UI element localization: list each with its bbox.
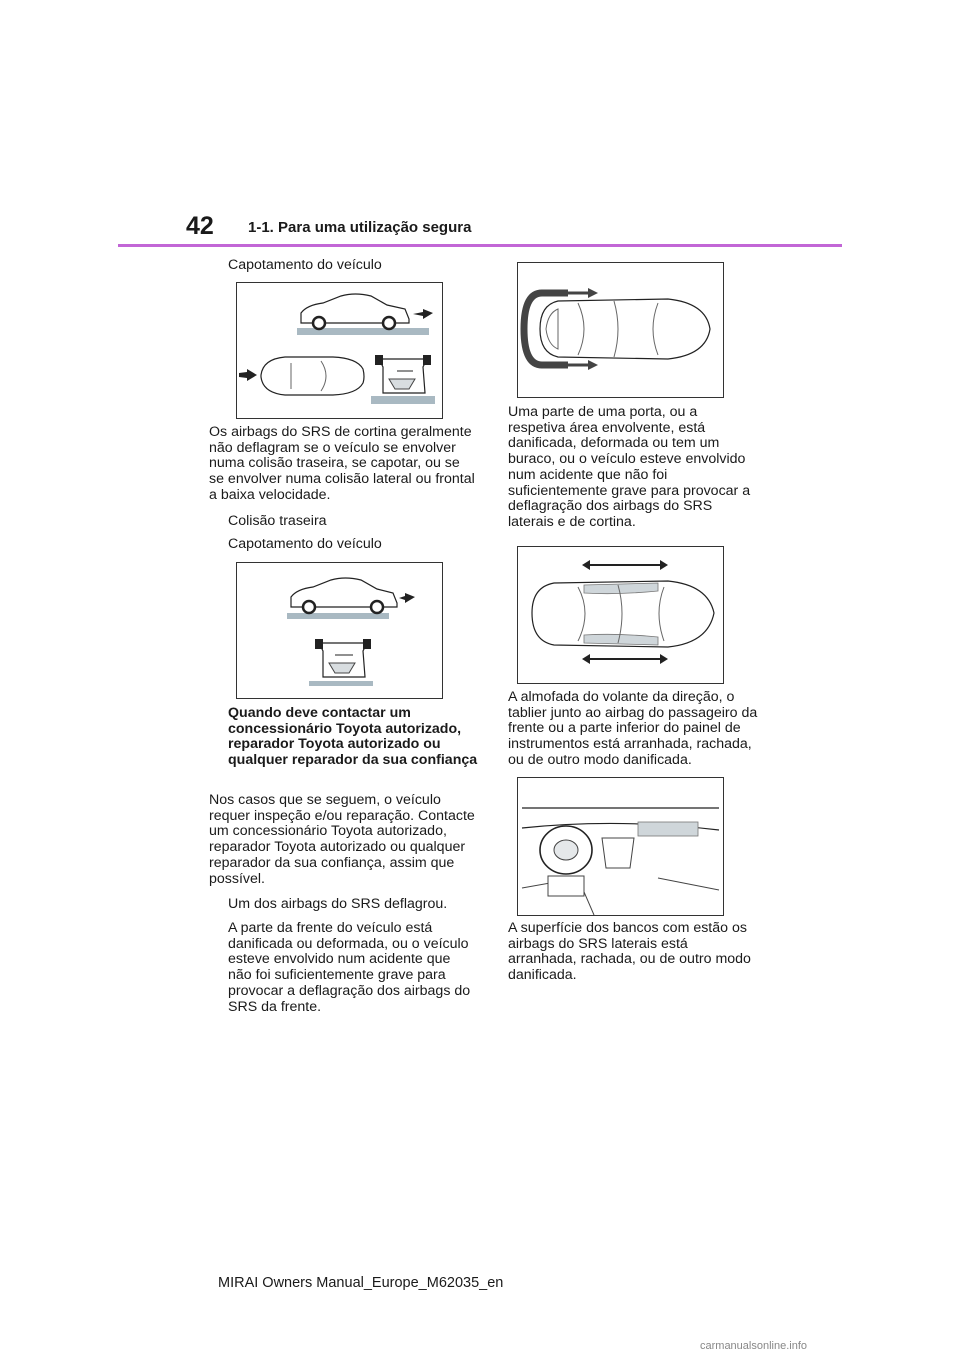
figure-door-damage <box>517 546 724 684</box>
item-seats: A superfície dos bancos com estão os airbags do SRS laterais está arranhada, rachada, ou de outro modo danificada. <box>508 920 751 984</box>
section-title: 1-1. Para uma utilização segura <box>248 219 472 236</box>
header-rule <box>118 244 842 247</box>
para-cases: Nos casos que se seguem, o veículo requer inspeção e/ou reparação. Contacte um concessionário Toyota autorizado, reparador Toyota autorizado ou qualquer reparador da sua confiança, assim que possível. <box>209 792 475 887</box>
item-deployed: Um dos airbags do SRS deflagrou. <box>228 896 448 912</box>
watermark: carmanualsonline.info <box>700 1340 808 1352</box>
figure-side-curtain <box>517 262 724 398</box>
figure-rear-rollover-2 <box>236 562 443 699</box>
footer-manual: MIRAI Owners Manual_Europe_M62035_en <box>218 1275 504 1291</box>
contact-heading: Quando deve contactar um concessionário Toyota autorizado, reparador Toyota autorizado ou qualquer reparador da sua confiança <box>228 705 478 769</box>
item-wheel: A almofada do volante da direção, o tablier junto ao airbag do passageiro da frente ou a parte inferior do painel de instrumentos está arranhada, rachada, ou de outro modo danificada. <box>508 689 758 768</box>
figure-rear-rollover <box>236 282 443 419</box>
item-rollover-1: Capotamento do veículo <box>228 257 382 273</box>
page-number: 42 <box>186 212 214 240</box>
item-rear: Colisão traseira <box>228 513 327 529</box>
item-door: Uma parte de uma porta, ou a respetiva área envolvente, está danificada, deformada ou tem um buraco, ou o veículo esteve envolvido num acidente que não foi suficientemente grave para provocar a deflagração dos airbags do SRS laterais e de cortina. <box>508 404 751 530</box>
para-curtain: Os airbags do SRS de cortina geralmente não deflagram se o veículo se envolver numa colisão traseira, se capotar, ou se se envolver numa colisão lateral ou frontal a baixa velocidade. <box>209 424 475 503</box>
figure-dashboard <box>517 777 724 916</box>
item-front: A parte da frente do veículo está danificada ou deformada, ou o veículo esteve envolvido num acidente que não foi suficientemente grave para provocar a deflagração dos airbags do SRS da frente. <box>228 920 471 1015</box>
item-rollover-2: Capotamento do veículo <box>228 536 382 552</box>
